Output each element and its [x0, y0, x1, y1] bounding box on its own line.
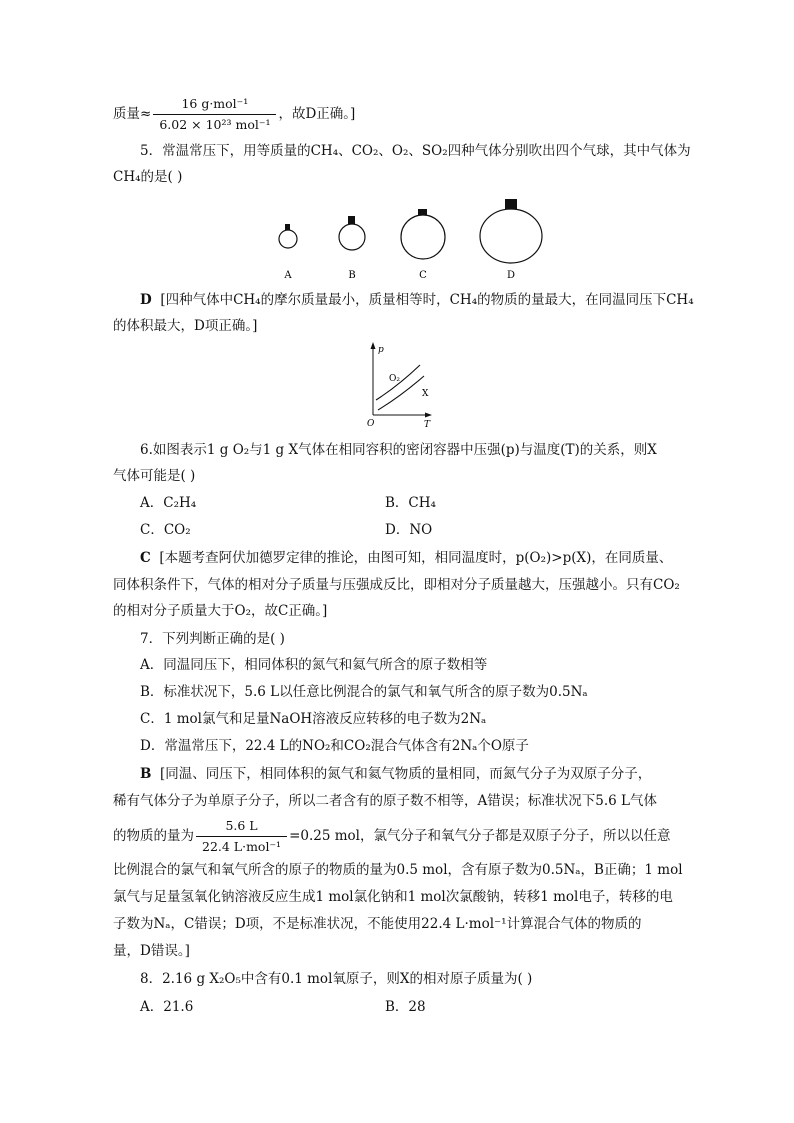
- q5-answer-text: [四种气体中CH₄的摩尔质量最小，质量相等时，CH₄的物质的量最大，在同温同压下CH₄: [160, 292, 694, 308]
- molar-fraction-num: 5.6 L: [196, 818, 287, 837]
- q7-answer-3-suffix: =0.25 mol，氯气分子和氧气分子都是双原子分子，所以以任意: [289, 828, 671, 844]
- q7-answer-3: [113, 818, 671, 855]
- q7-option-d: D．常温常压下，22.4 L的NO₂和CO₂混合气体含有2Nₐ个O原子: [140, 738, 529, 754]
- balloons-figure: [260, 192, 560, 284]
- axis-label-t: T: [424, 420, 431, 430]
- pressure-temperature-graph: [358, 338, 438, 430]
- q8-option-a: A．21.6: [140, 999, 194, 1015]
- q8-stem: 8．2.16 g X₂O₅中含有0.1 mol氧原子，则X的相对原子质量为( ): [140, 971, 533, 987]
- mass-fraction-den: 6.02 × 10²³ mol⁻¹: [159, 117, 271, 132]
- balloon-a: [279, 224, 297, 248]
- balloon-label-b: B: [348, 270, 356, 281]
- q6-stem-2: 气体可能是( ): [113, 468, 196, 484]
- q6-answer-3: 的相对分子质量大于O₂，故C正确。]: [113, 603, 328, 619]
- axis-label-o: O: [367, 419, 375, 429]
- balloon-d: [480, 199, 542, 263]
- q6-answer-text: [本题考查阿伏加德罗定律的推论，由图可知，相同温度时，p(O₂)>p(X)，在同质量、: [159, 550, 673, 566]
- balloon-c: [401, 209, 445, 259]
- q5-stem-2: CH₄的是( ): [113, 169, 183, 185]
- q7-answer-text: [同温、同压下，相同体积的氮气和氦气物质的量相同，而氮气分子为双原子分子，: [160, 766, 652, 782]
- q6-stem-1: 6.如图表示1 g O₂与1 g X气体在相同容积的密闭容器中压强(p)与温度(T)的关系，则X: [140, 442, 657, 458]
- mass-fraction-num: 16 g·mol⁻¹: [153, 96, 276, 115]
- q6-option-c: C．CO₂: [140, 522, 191, 538]
- q6-answer-1: [140, 548, 672, 568]
- q7-stem: 7．下列判断正确的是( ): [140, 631, 285, 647]
- q7-answer-5: 氯气与足量氢氧化钠溶液反应生成1 mol氯化钠和1 mol次氯酸钠，转移1 mol电子，转移的电: [113, 889, 673, 905]
- q6-option-d: D．NO: [385, 522, 433, 538]
- q7-option-c: C．1 mol氯气和足量NaOH溶液反应转移的电子数为2Nₐ: [140, 711, 487, 727]
- q6-option-b: B．CH₄: [385, 495, 436, 511]
- q8-option-b: B．28: [385, 999, 426, 1015]
- q7-option-a: A．同温同压下，相同体积的氮气和氦气所含的原子数相等: [140, 657, 488, 673]
- balloon-label-a: A: [284, 270, 292, 281]
- molar-fraction-den: 22.4 L·mol⁻¹: [202, 839, 282, 854]
- molar-fraction: [196, 818, 287, 855]
- mass-fraction: [153, 96, 276, 133]
- q7-answer-1: [140, 764, 651, 784]
- x-curve: [378, 376, 424, 410]
- balloon-label-d: D: [506, 270, 516, 281]
- mass-fraction-line: [113, 96, 355, 133]
- q6-answer-letter: C: [140, 550, 151, 566]
- q5-answer-2: 的体积最大，D项正确。]: [113, 318, 258, 334]
- q7-answer-6: 子数为Nₐ，C错误；D项，不是标准状况，不能使用22.4 L·mol⁻¹计算混合气体的物质的: [113, 916, 642, 932]
- balloon-b: [339, 216, 365, 250]
- curve-label-o2: O₂: [389, 374, 400, 384]
- q7-option-b: B．标准状况下，5.6 L以任意比例混合的氯气和氧气所含的原子数为0.5Nₐ: [140, 684, 588, 700]
- q5-stem-1: 5．常温常压下，用等质量的CH₄、CO₂、O₂、SO₂四种气体分别吹出四个气球，其中气体为: [140, 143, 691, 159]
- curve-label-x: X: [422, 389, 429, 399]
- q6-answer-2: 同体积条件下，气体的相对分子质量与压强成反比，即相对分子质量越大，压强越小。只有CO₂: [113, 577, 680, 593]
- q5-answer-1: [140, 290, 694, 310]
- q5-answer-letter: D: [140, 292, 152, 308]
- balloon-label-c: C: [419, 270, 427, 281]
- q7-answer-letter: B: [140, 766, 152, 782]
- q7-answer-3-prefix: 的物质的量为: [113, 828, 194, 844]
- q7-answer-2: 稀有气体分子为单原子分子，所以二者含有的原子数不相等，A错误；标准状况下5.6 L气体: [113, 793, 657, 809]
- mass-prefix: 质量≈: [113, 106, 152, 122]
- axis-label-p: p: [378, 345, 384, 355]
- mass-suffix: ，故D正确。]: [278, 106, 356, 122]
- q7-answer-4: 比例混合的氯气和氧气所含的原子的物质的量为0.5 mol，含有原子数为0.5Nₐ，B正确；1 mol: [113, 862, 683, 878]
- q7-answer-7: 量，D错误。]: [113, 943, 190, 959]
- q6-option-a: A．C₂H₄: [140, 495, 197, 511]
